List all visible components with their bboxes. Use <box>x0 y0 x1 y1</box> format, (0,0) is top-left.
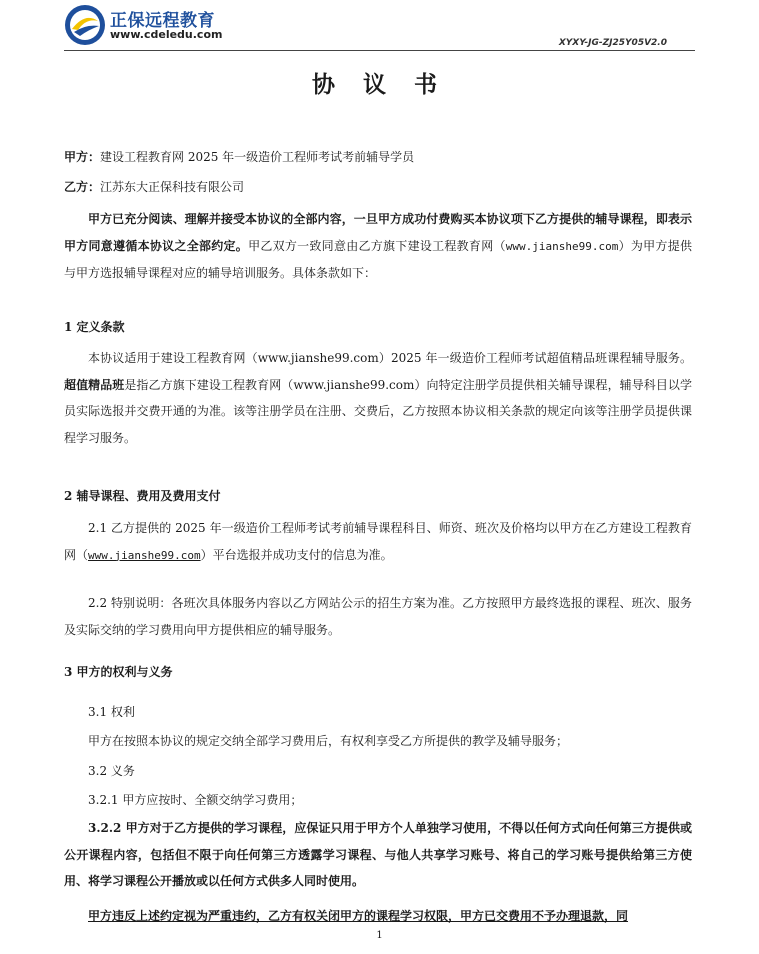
intro-bold-text: 甲方已充分阅读、理解并接受本协议的全部内容，一旦甲方成功付费购买本协议项下乙方提供的辅导课程，即表示甲方同意遵循本协议之全部约定。 <box>64 212 692 253</box>
section-3-2-2-paragraph <box>64 815 692 895</box>
party-a <box>64 148 414 165</box>
section-2-2-paragraph: 2.2 特别说明：各班次具体服务内容以乙方网站公示的招生方案为准。乙方按照甲方最终选报的课程、班次、服务及实际交纳的学习费用向甲方提供相应的辅导服务。 <box>64 596 692 637</box>
header-divider <box>64 50 695 51</box>
page-number: 1 <box>376 930 383 941</box>
brand-logo-icon <box>64 4 106 46</box>
brand-url: www.cdeledu.com <box>110 28 223 41</box>
section-1-text-b: 是指乙方旗下建设工程教育网（www.jianshe99.com）向特定注册学员提供相关辅导课程，辅导科目以学员实际选报并交费开通的为准。该等注册学员在注册、交费后，乙方按照本协议相关条款的规定向该等注册学员提供课程学习服务。 <box>64 377 692 445</box>
section-2-1-paragraph <box>64 515 692 569</box>
brand-name: 正保远程教育 <box>110 11 215 31</box>
document-title: 协 议 书 <box>311 72 447 98</box>
party-a-label: 甲方： <box>64 150 101 164</box>
section-3-2-heading: 3.2 义务 <box>88 764 135 778</box>
document-code: XYXY-JG-ZJ25Y05V2.0 <box>558 38 667 48</box>
party-a-value: 建设工程教育网 2025 年一级造价工程师考试考前辅导学员 <box>100 150 415 164</box>
section-3-1-heading: 3.1 权利 <box>88 705 135 719</box>
section-2-1-text-a: 2.1 乙方提供的 2025 年一级造价工程师考试考前辅导课程科目、师资、班次及价格均以甲方在乙方建设工程教育网（ <box>64 521 692 562</box>
section-3-2-2-penalty-text: 甲方违反上述约定视为严重违约，乙方有权关闭甲方的课程学习权限，甲方已交费用不予办理退款，同 <box>88 909 629 923</box>
section-1-bold-term: 超值精品班 <box>64 377 125 392</box>
section-2-1-text-b: ）平台选报并成功支付的信息为准。 <box>200 547 393 562</box>
party-b-label: 乙方： <box>64 180 101 194</box>
section-3-2-1-text: 3.2.1 甲方应按时、全额交纳学习费用； <box>88 793 303 807</box>
page-header <box>0 0 759 60</box>
section-1-heading: 1 定义条款 <box>64 320 125 334</box>
section-3-2-2-penalty <box>64 903 692 929</box>
section-3-1-text: 甲方在按照本协议的规定交纳全部学习费用后，有权利享受乙方所提供的教学及辅导服务； <box>88 734 569 748</box>
intro-url: www.jianshe99.com <box>505 239 619 253</box>
section-1-paragraph <box>64 345 692 451</box>
party-b <box>64 178 244 195</box>
intro-text-b: ）为甲方提供与甲方选报辅导课程对应的辅导培训服务。具体条款如下： <box>64 238 692 280</box>
intro-text-a: 甲乙双方一致同意由乙方旗下建设工程教育网（ <box>248 238 506 253</box>
party-b-value: 江苏东大正保科技有限公司 <box>100 180 245 194</box>
section-2-1-url: www.jianshe99.com <box>88 548 201 562</box>
section-1-text-a: 本协议适用于建设工程教育网（www.jianshe99.com）2025 年一级造价工程师考试超值精品班课程辅导服务。 <box>88 351 692 365</box>
intro-paragraph <box>64 206 692 287</box>
section-3-heading: 3 甲方的权利与义务 <box>64 665 173 679</box>
section-2-heading: 2 辅导课程、费用及费用支付 <box>64 489 221 503</box>
section-3-2-2-text: 3.2.2 甲方对于乙方提供的学习课程，应保证只用于甲方个人单独学习使用，不得以任何方式向任何第三方提供或公开课程内容，包括但不限于向任何第三方透露学习课程、与他人共享学习账号、将自己的学习账号提供给第三方使用、将学习课程公开播放或以任何方式供多人同时使用。 <box>64 821 692 888</box>
